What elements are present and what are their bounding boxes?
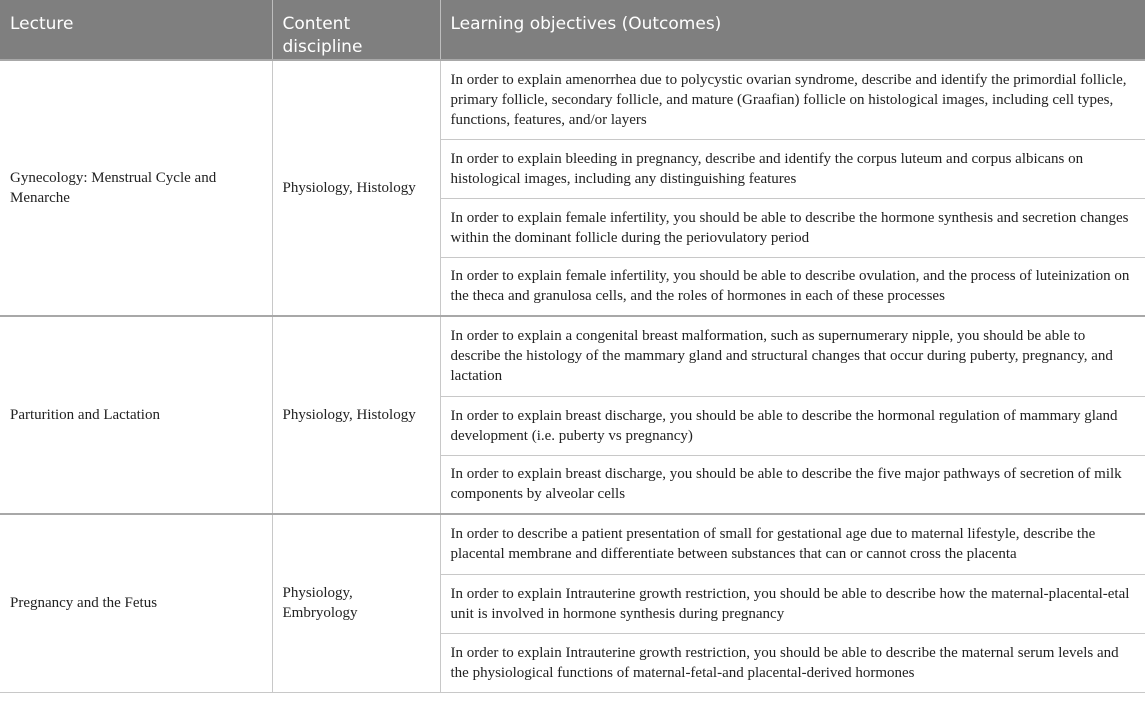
table-row — [0, 316, 1145, 396]
discipline-cell: Physiology, Histology — [272, 60, 440, 316]
objective-cell: In order to explain breast discharge, you should be able to describe the hormonal regulation of mammary gland development (i.e. puberty vs pregnancy) — [440, 396, 1145, 455]
objective-cell: In order to explain amenorrhea due to polycystic ovarian syndrome, describe and identify the primordial follicle, primary follicle, secondary follicle, and mature (Graafian) follicle on histological images, including cell types, functions, features, and/or layers — [440, 60, 1145, 139]
header-lecture: Lecture — [0, 0, 272, 60]
discipline-cell: Physiology, Histology — [272, 316, 440, 514]
header-learning-objectives: Learning objectives (Outcomes) — [440, 0, 1145, 60]
header-content-discipline: Content discipline — [272, 0, 440, 60]
objective-cell: In order to explain Intrauterine growth restriction, you should be able to describe how the maternal-placental-etal unit is involved in hormone synthesis during pregnancy — [440, 574, 1145, 633]
discipline-cell: Physiology, Embryology — [272, 514, 440, 692]
objective-cell: In order to explain a congenital breast malformation, such as supernumerary nipple, you should be able to describe the histology of the mammary gland and structural changes that occur during puberty, pregnancy, and lactation — [440, 316, 1145, 396]
objective-cell: In order to explain Intrauterine growth restriction, you should be able to describe the maternal serum levels and the physiological functions of maternal-fetal-and placental-derived hormones — [440, 633, 1145, 692]
lecture-cell: Parturition and Lactation — [0, 316, 272, 514]
objective-cell: In order to describe a patient presentation of small for gestational age due to maternal lifestyle, describe the placental membrane and differentiate between substances that can or cannot cross the placenta — [440, 514, 1145, 574]
table-header — [0, 0, 1145, 60]
objective-cell: In order to explain breast discharge, you should be able to describe the five major pathways of secretion of milk components by alveolar cells — [440, 455, 1145, 514]
objective-cell: In order to explain bleeding in pregnancy, describe and identify the corpus luteum and corpus albicans on histological images, including any distinguishing features — [440, 139, 1145, 198]
table-row — [0, 514, 1145, 574]
table-body — [0, 60, 1145, 692]
lecture-cell: Pregnancy and the Fetus — [0, 514, 272, 692]
objective-cell: In order to explain female infertility, you should be able to describe the hormone synthesis and secretion changes within the dominant follicle during the periovulatory period — [440, 198, 1145, 257]
table-row — [0, 60, 1145, 139]
lecture-cell: Gynecology: Menstrual Cycle and Menarche — [0, 60, 272, 316]
objective-cell: In order to explain female infertility, you should be able to describe ovulation, and the process of luteinization on the theca and granulosa cells, and the roles of hormones in each of these processes — [440, 257, 1145, 316]
